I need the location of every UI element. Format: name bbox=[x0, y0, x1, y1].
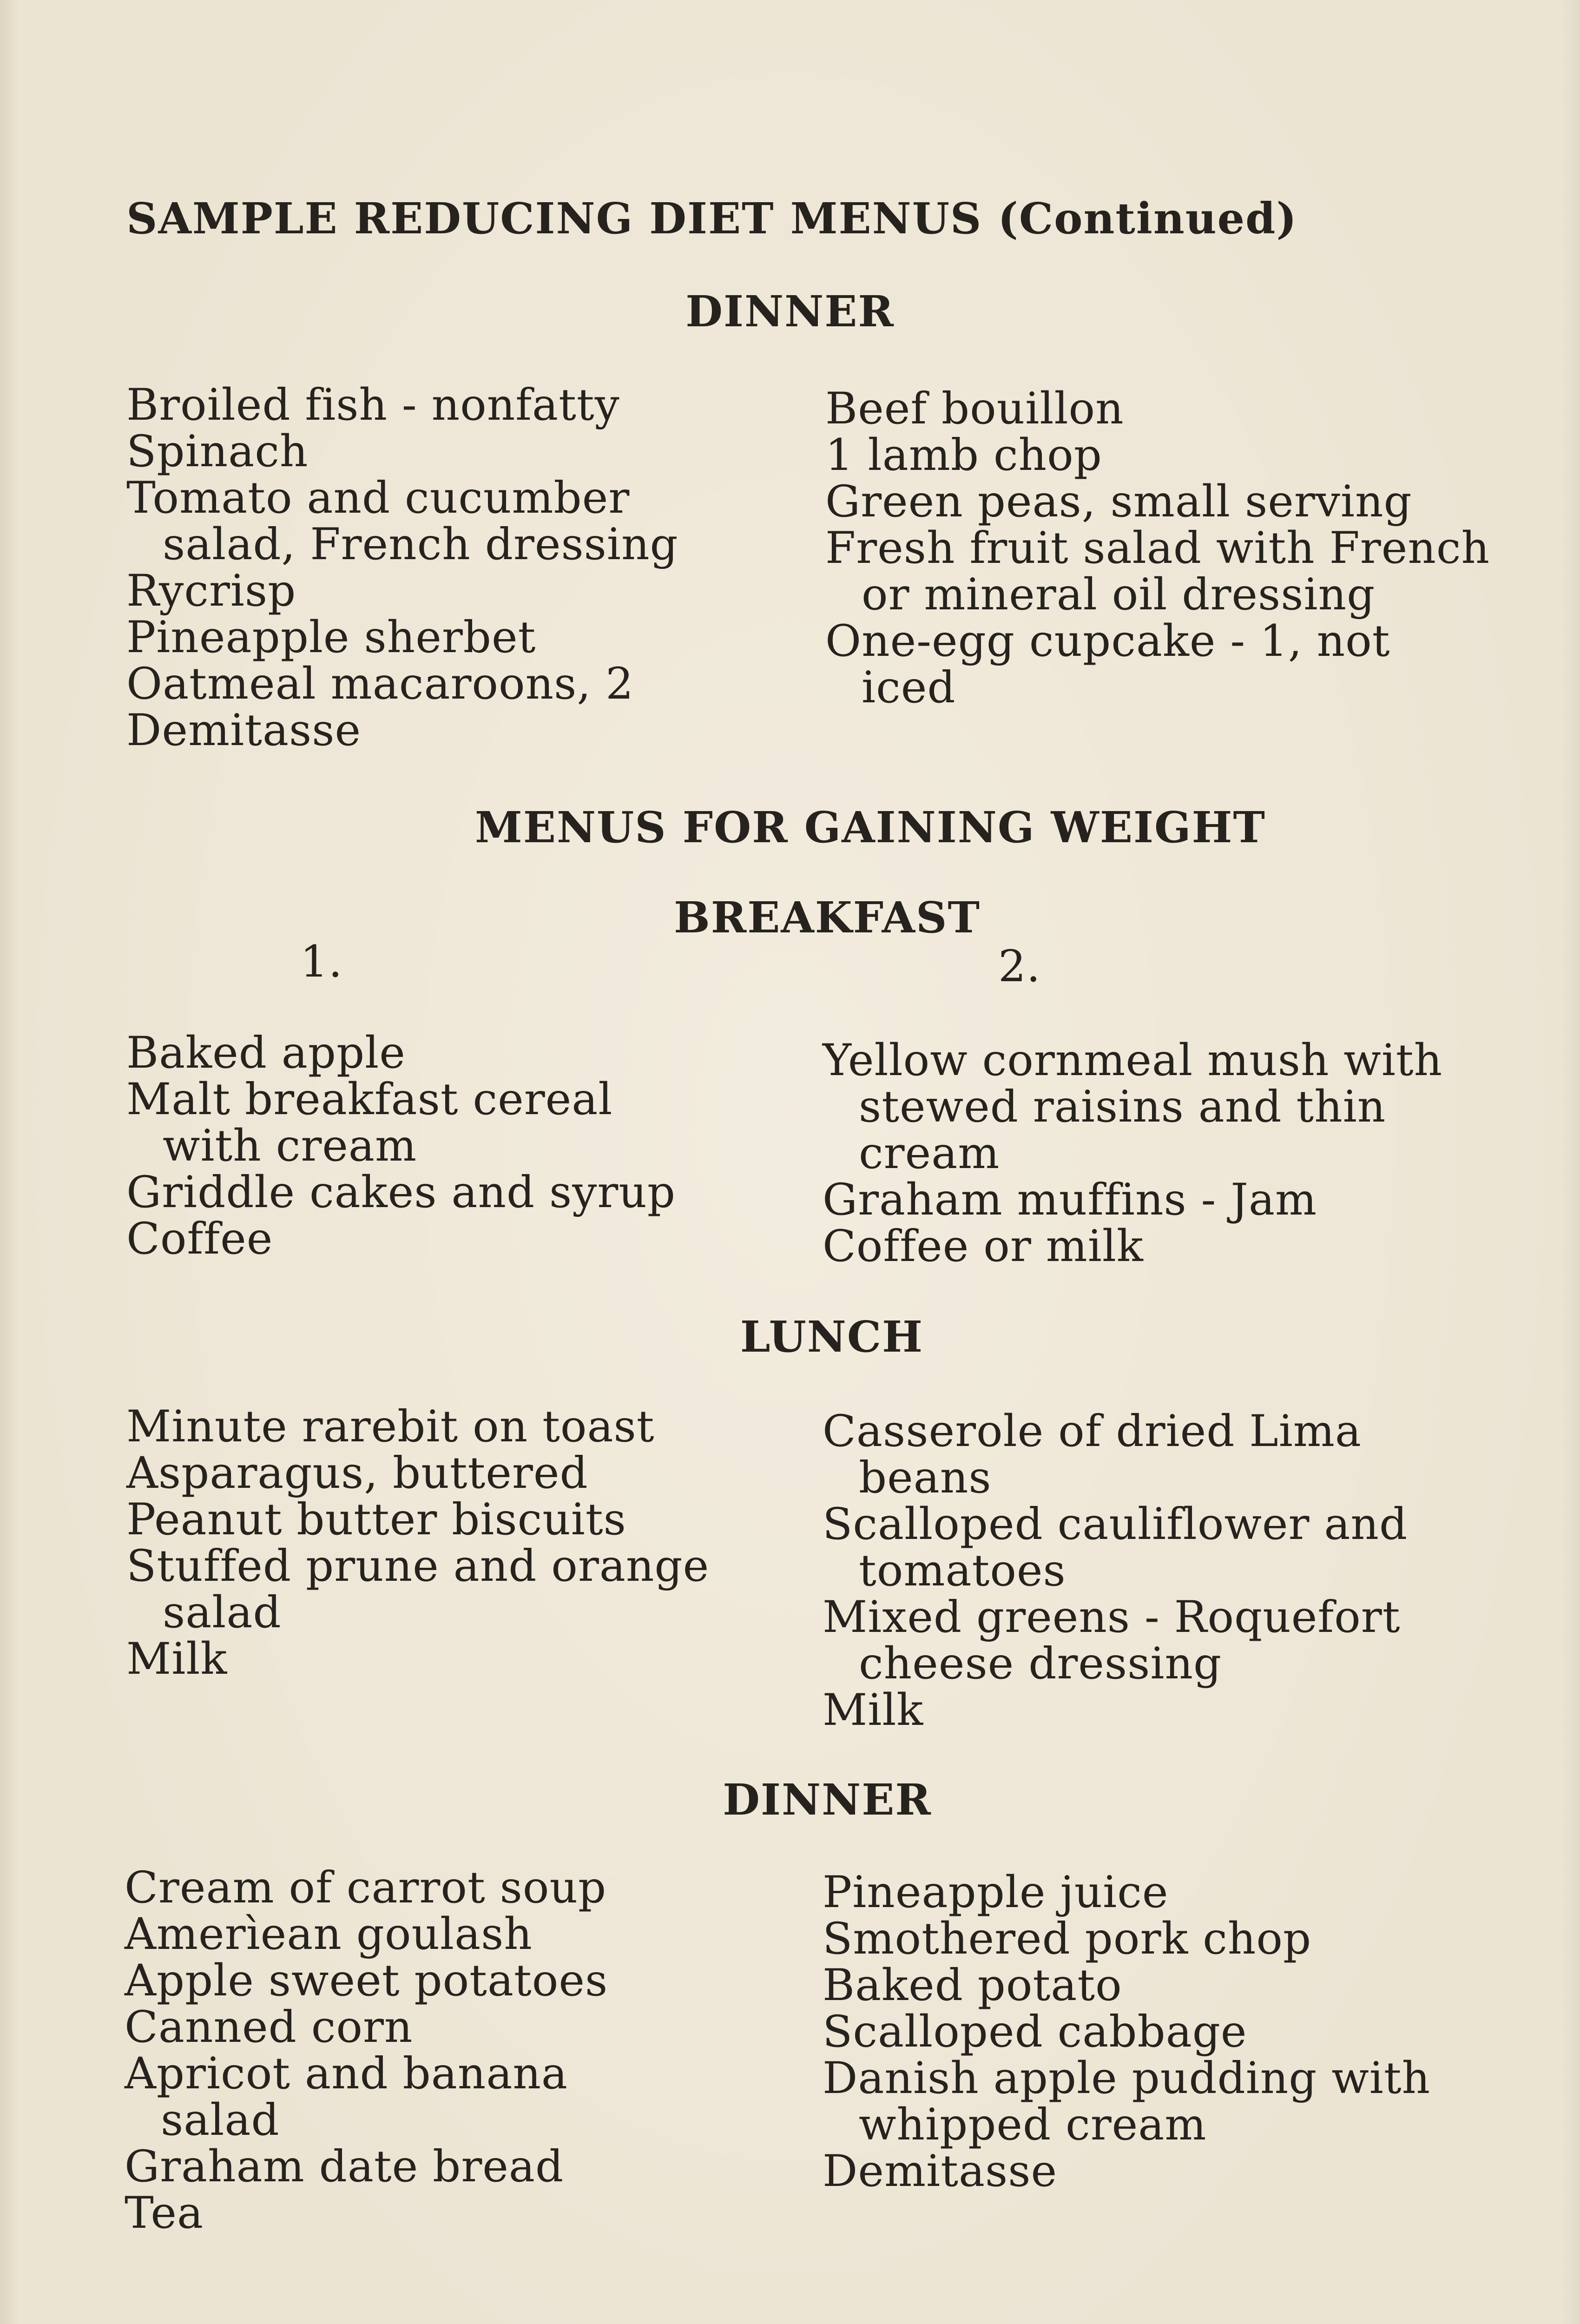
lunch-heading: LUNCH bbox=[740, 1312, 924, 1362]
menu-item: Coffee bbox=[126, 1214, 273, 1264]
menu-item: whipped cream bbox=[859, 2100, 1207, 2150]
menu-item: Minute rarebit on toast bbox=[126, 1401, 655, 1452]
menu-item: Demitasse bbox=[823, 2146, 1058, 2197]
menu-item: Scalloped cabbage bbox=[823, 2007, 1247, 2057]
menu-item: stewed raisins and thin bbox=[859, 1082, 1386, 1132]
menu-item: salad bbox=[163, 1587, 282, 1638]
menu-item: or mineral oil dressing bbox=[862, 569, 1376, 620]
menu-item: Coffee or milk bbox=[823, 1221, 1144, 1272]
menu-item: Apricot and banana bbox=[125, 2048, 568, 2099]
menu-item: Tomato and cucumber bbox=[126, 473, 630, 523]
menu-item: tomatoes bbox=[859, 1545, 1066, 1596]
breakfast-right-list bbox=[823, 1037, 1442, 1270]
reducing-dinner-heading: DINNER bbox=[685, 286, 895, 337]
menu-item: Mixed greens - Roquefort bbox=[823, 1592, 1401, 1643]
menu-item: Stuffed prune and orange bbox=[126, 1541, 710, 1591]
menu-item: cream bbox=[859, 1128, 1000, 1179]
menu-item: Rycrisp bbox=[126, 566, 296, 616]
menu-item: Beef bouillon bbox=[825, 383, 1124, 434]
menu-item: Apple sweet potatoes bbox=[125, 1955, 608, 2006]
menu-item: Broiled fish - nonfatty bbox=[126, 380, 620, 430]
menu-item: Graham date bread bbox=[125, 2141, 564, 2192]
menu-item: salad bbox=[161, 2095, 280, 2146]
menu-item: Spinach bbox=[126, 426, 309, 477]
menu-item: beans bbox=[859, 1452, 992, 1503]
menu-item: Casserole of dried Lima bbox=[823, 1406, 1362, 1457]
menu-item: iced bbox=[862, 662, 956, 713]
menu-item: Graham muffins - Jam bbox=[823, 1175, 1317, 1225]
gaining-heading: MENUS FOR GAINING WEIGHT bbox=[475, 802, 1266, 852]
dinner-heading: DINNER bbox=[723, 1775, 932, 1825]
menu-item: Milk bbox=[823, 1685, 924, 1736]
menu-item: salad, French dressing bbox=[163, 519, 678, 570]
menu-item: Tea bbox=[125, 2188, 204, 2238]
dinner-right-list bbox=[823, 1869, 1430, 2195]
dinner-left-list bbox=[125, 1862, 608, 2238]
menu-item: Malt breakfast cereal bbox=[126, 1074, 613, 1125]
menu-item: Asparagus, buttered bbox=[126, 1448, 588, 1499]
menu-item: 1 lamb chop bbox=[825, 430, 1102, 481]
menu-item: Pineapple juice bbox=[823, 1867, 1169, 1918]
menu-item: Smothered pork chop bbox=[823, 1914, 1312, 1964]
menu-item: Milk bbox=[126, 1634, 228, 1684]
page-title: SAMPLE REDUCING DIET MENUS (Continued) bbox=[126, 193, 1298, 244]
menu-item: Baked apple bbox=[126, 1028, 406, 1078]
menu-item: Baked potato bbox=[823, 1960, 1122, 2011]
menu-item: Green peas, small serving bbox=[825, 476, 1412, 527]
menu-item: Fresh fruit salad with French bbox=[825, 523, 1490, 574]
menu-number-1: 1. bbox=[300, 937, 343, 987]
menu-item: Danish apple pudding with bbox=[823, 2053, 1431, 2104]
menu-item: Pineapple sherbet bbox=[126, 612, 536, 663]
menu-item: Yellow cornmeal mush with bbox=[823, 1035, 1443, 1086]
menu-item: Griddle cakes and syrup bbox=[126, 1167, 676, 1218]
breakfast-heading: BREAKFAST bbox=[674, 892, 981, 943]
reducing-dinner-left-list bbox=[126, 382, 678, 754]
menu-number-2: 2. bbox=[998, 941, 1041, 992]
menu-item: One-egg cupcake - 1, not bbox=[825, 616, 1390, 667]
menu-item: Scalloped cauliflower and bbox=[823, 1499, 1408, 1550]
menu-item: Cream of carrot soup bbox=[125, 1862, 607, 1913]
breakfast-left-list bbox=[126, 1030, 676, 1262]
menu-item: with cream bbox=[163, 1121, 417, 1171]
lunch-left-list bbox=[126, 1401, 710, 1684]
menu-item: Peanut butter biscuits bbox=[126, 1494, 626, 1545]
menu-item: Canned corn bbox=[125, 2002, 413, 2053]
menu-item: Amerìean goulash bbox=[125, 1909, 533, 1960]
lunch-right-list bbox=[823, 1408, 1408, 1734]
menu-item: Demitasse bbox=[126, 705, 362, 756]
menu-item: Oatmeal macaroons, 2 bbox=[126, 659, 634, 709]
reducing-dinner-right-list bbox=[825, 383, 1490, 713]
menu-item: cheese dressing bbox=[859, 1638, 1222, 1689]
